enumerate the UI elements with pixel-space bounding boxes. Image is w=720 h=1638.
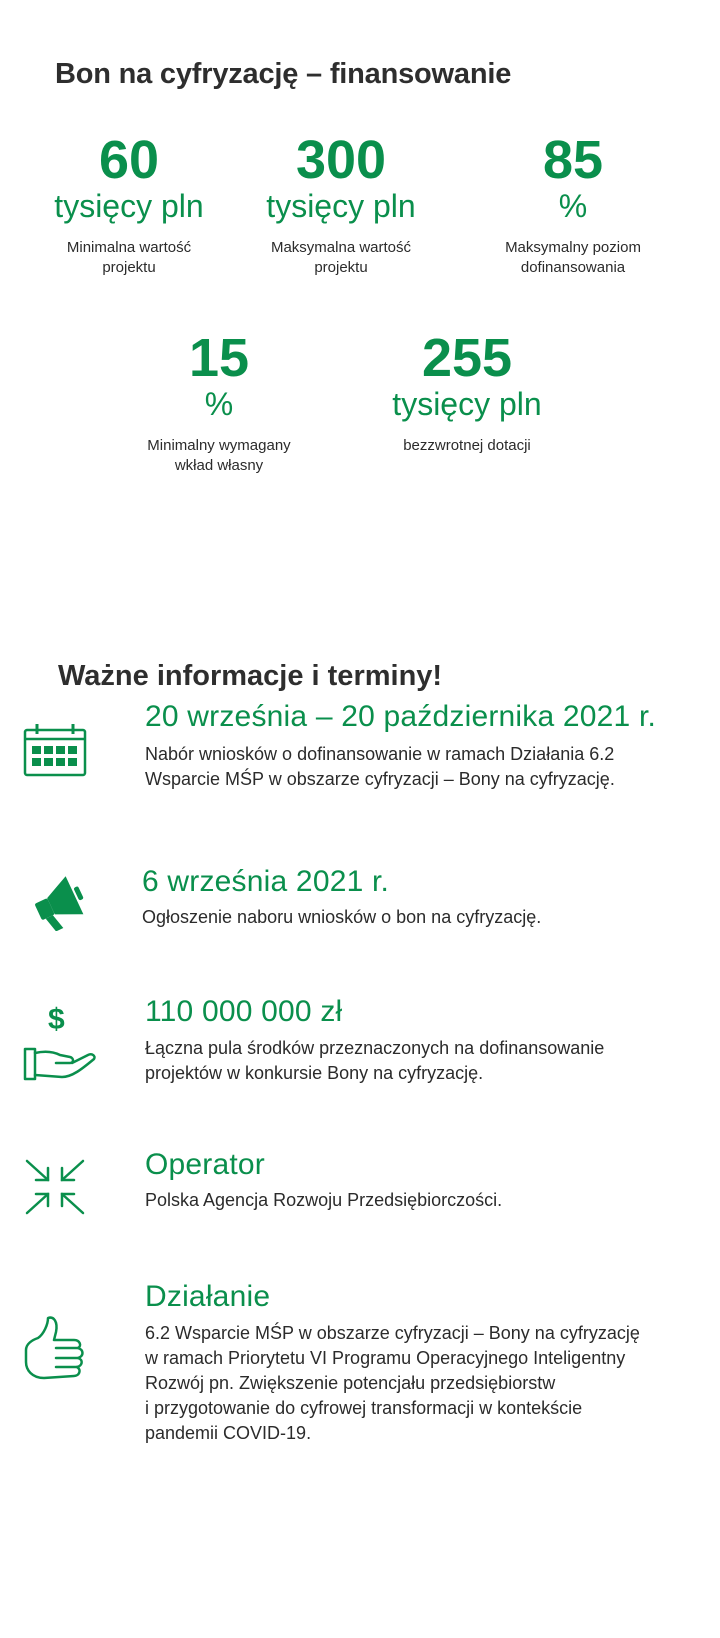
stat-description-line: Minimalny wymagany [147, 437, 291, 454]
megaphone-icon [30, 873, 102, 936]
stat-value: 60 [98, 130, 160, 190]
stat-min-own-contribution [104, 330, 334, 476]
stat-description-line: Minimalna wartość [66, 239, 192, 256]
stat-description-line: projektu [314, 259, 368, 276]
stat-grant [352, 330, 582, 456]
info-body-line: Nabór wniosków o dofinansowanie w ramach Działania 6.2 [145, 744, 615, 764]
info-heading: 6 września 2021 r. [142, 865, 390, 898]
info-heading: Działanie [145, 1280, 271, 1313]
page-title: Bon na cyfryzację – finansowanie [55, 58, 512, 90]
info-body [145, 1321, 705, 1446]
stat-value: 255 [421, 328, 513, 388]
stat-value: 300 [295, 130, 387, 190]
stat-max-value [226, 132, 456, 278]
stat-value: 85 [542, 130, 604, 190]
info-item-budget [0, 995, 720, 1095]
stat-description-line: projektu [102, 259, 156, 276]
info-body-line: Łączna pula środków przeznaczonych na dofinansowanie [145, 1038, 605, 1058]
info-heading: Operator [145, 1148, 265, 1181]
info-body-line: Rozwój pn. Zwiększenie potencjału przedsiębiorstw [145, 1373, 556, 1393]
info-body-line: Polska Agencja Rozwoju Przedsiębiorczości. [145, 1190, 503, 1210]
stat-description [458, 238, 688, 278]
info-item-announcement [0, 865, 720, 965]
info-body [145, 742, 705, 792]
info-body-line: 6.2 Wsparcie MŚP w obszarze cyfryzacji – Bony na cyfryzację [145, 1323, 640, 1343]
info-item-dates [0, 700, 720, 800]
stat-unit: tysięcy pln [266, 188, 416, 224]
stat-unit: % [204, 386, 234, 422]
stat-description-line: Maksymalna wartość [270, 239, 412, 256]
section-title: Ważne informacje i terminy! [58, 660, 443, 692]
info-body-line: pandemii COVID-19. [145, 1423, 312, 1443]
info-body [142, 905, 702, 930]
info-heading: 20 września – 20 października 2021 r. [145, 700, 657, 733]
stat-unit: tysięcy pln [54, 188, 204, 224]
dollar-glyph: $ [48, 1003, 65, 1036]
stat-max-cofinancing [458, 132, 688, 278]
info-item-operator [0, 1148, 720, 1248]
stat-description [226, 238, 456, 278]
thumbs-up-icon [22, 1314, 94, 1391]
stat-description [104, 436, 334, 476]
info-body [145, 1188, 705, 1213]
stat-unit: tysięcy pln [392, 386, 542, 422]
converging-arrows-icon [24, 1158, 96, 1221]
info-body-line: w ramach Priorytetu VI Programu Operacyjnego Inteligentny [145, 1348, 626, 1368]
stat-description-line: wkład własny [174, 457, 264, 474]
info-body-line: Wsparcie MŚP w obszarze cyfryzacji – Bony na cyfryzację. [145, 769, 615, 789]
stat-description [14, 238, 244, 278]
stat-unit: % [558, 188, 588, 224]
stat-description [352, 436, 582, 456]
stat-min-value [14, 132, 244, 278]
info-body [145, 1036, 705, 1086]
calendar-icon [22, 722, 94, 783]
info-body-line: i przygotowanie do cyfrowej transformacji w kontekście [145, 1398, 583, 1418]
stat-description-line: Maksymalny poziom [505, 239, 641, 256]
info-heading: 110 000 000 zł [145, 995, 343, 1028]
stat-description-line: dofinansowania [520, 259, 626, 276]
info-item-action [0, 1280, 720, 1443]
stat-description-line: bezzwrotnej dotacji [403, 437, 531, 454]
info-body-line: projektów w konkursie Bony na cyfryzację. [145, 1063, 484, 1083]
stat-value: 15 [188, 328, 250, 388]
info-body-line: Ogłoszenie naboru wniosków o bon na cyfryzację. [142, 907, 542, 927]
